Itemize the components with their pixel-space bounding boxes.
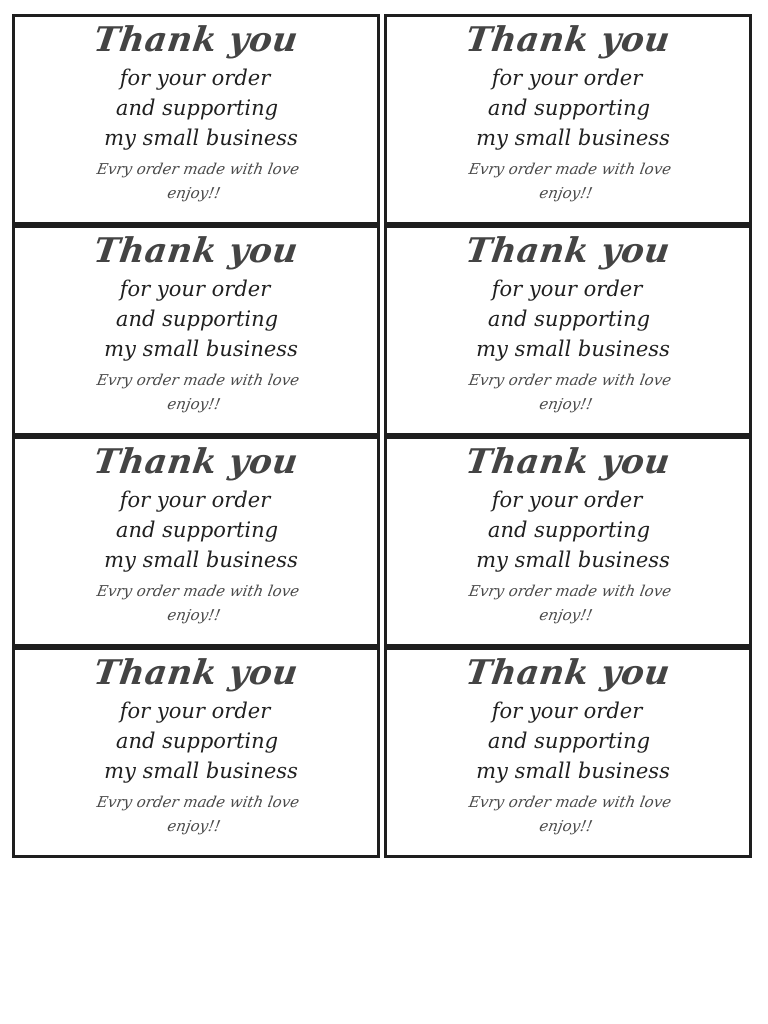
thank-you-card-sheet	[12, 14, 752, 858]
card-title: Thank you	[463, 442, 673, 482]
card-message-line: for your order	[119, 66, 271, 90]
thank-you-card	[384, 436, 752, 647]
card-note: Evry order made with love	[467, 160, 673, 178]
card-footer	[11, 368, 381, 416]
card-message-line: for your order	[491, 488, 643, 512]
card-message-line: for your order	[119, 488, 271, 512]
card-message	[15, 274, 377, 364]
card-footer	[383, 790, 753, 838]
thank-you-card	[384, 225, 752, 436]
card-message-line: and supporting	[487, 307, 651, 331]
card-message-line: for your order	[491, 277, 643, 301]
thank-you-card	[12, 647, 380, 858]
card-title: Thank you	[463, 653, 673, 693]
card-note: Evry order made with love	[95, 582, 301, 600]
card-message-line: my small business	[104, 548, 298, 572]
thank-you-card	[12, 436, 380, 647]
card-message-line: my small business	[476, 337, 670, 361]
card-message-line: my small business	[104, 759, 298, 783]
thank-you-card	[384, 14, 752, 225]
card-message-line: my small business	[476, 759, 670, 783]
card-title: Thank you	[91, 442, 301, 482]
card-message	[15, 696, 377, 786]
card-footer	[11, 790, 381, 838]
card-closing: enjoy!!	[537, 817, 594, 835]
card-message-line: and supporting	[487, 518, 651, 542]
card-footer	[11, 157, 381, 205]
card-message	[15, 63, 377, 153]
card-footer	[383, 368, 753, 416]
card-closing: enjoy!!	[165, 184, 222, 202]
card-note: Evry order made with love	[95, 160, 301, 178]
card-message	[15, 485, 377, 575]
card-message	[387, 274, 749, 364]
card-closing: enjoy!!	[537, 606, 594, 624]
card-note: Evry order made with love	[95, 793, 301, 811]
card-message-line: and supporting	[115, 729, 279, 753]
card-message-line: my small business	[476, 126, 670, 150]
card-closing: enjoy!!	[165, 395, 222, 413]
card-message-line: and supporting	[487, 729, 651, 753]
card-message-line: and supporting	[115, 96, 279, 120]
card-message-line: my small business	[104, 126, 298, 150]
card-message	[387, 485, 749, 575]
card-message-line: for your order	[119, 699, 271, 723]
card-footer	[383, 157, 753, 205]
card-note: Evry order made with love	[467, 582, 673, 600]
card-title: Thank you	[91, 231, 301, 271]
card-title: Thank you	[463, 231, 673, 271]
card-message-line: and supporting	[115, 307, 279, 331]
card-message-line: my small business	[476, 548, 670, 572]
card-closing: enjoy!!	[165, 817, 222, 835]
card-title: Thank you	[91, 20, 301, 60]
card-title: Thank you	[91, 653, 301, 693]
card-note: Evry order made with love	[467, 793, 673, 811]
card-message-line: for your order	[119, 277, 271, 301]
card-message-line: and supporting	[115, 518, 279, 542]
card-closing: enjoy!!	[537, 184, 594, 202]
card-message	[387, 696, 749, 786]
card-message-line: my small business	[104, 337, 298, 361]
card-message-line: for your order	[491, 699, 643, 723]
card-note: Evry order made with love	[95, 371, 301, 389]
thank-you-card	[12, 14, 380, 225]
card-note: Evry order made with love	[467, 371, 673, 389]
card-footer	[383, 579, 753, 627]
card-closing: enjoy!!	[537, 395, 594, 413]
card-closing: enjoy!!	[165, 606, 222, 624]
card-title: Thank you	[463, 20, 673, 60]
card-message-line: and supporting	[487, 96, 651, 120]
thank-you-card	[12, 225, 380, 436]
thank-you-card	[384, 647, 752, 858]
card-footer	[11, 579, 381, 627]
card-message	[387, 63, 749, 153]
card-message-line: for your order	[491, 66, 643, 90]
